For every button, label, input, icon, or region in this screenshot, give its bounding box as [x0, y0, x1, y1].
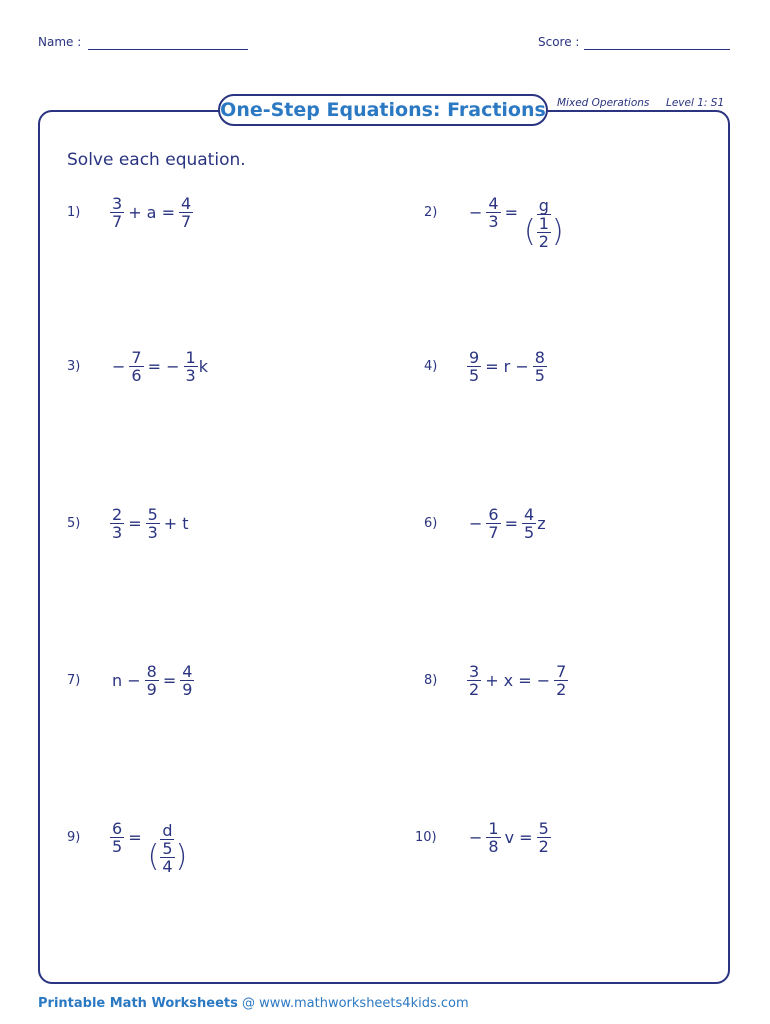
footer: [38, 996, 469, 1011]
numerator: 3: [469, 661, 480, 681]
denominator: 3: [185, 365, 196, 385]
score-label: Score :: [538, 35, 580, 49]
fraction: [522, 506, 536, 541]
numerator: 8: [534, 347, 545, 367]
numerator: 4: [180, 193, 192, 213]
denominator: 8: [488, 836, 499, 856]
operator: −: [112, 356, 126, 376]
problem-1: [67, 192, 194, 232]
fraction: [160, 840, 174, 875]
numerator: 1: [538, 213, 549, 233]
operator: =: [504, 513, 518, 533]
numerator: 5: [162, 838, 173, 858]
denominator: 3: [112, 522, 123, 542]
operator: + x = −: [485, 670, 551, 690]
fraction: [533, 349, 547, 384]
problem-number: 3): [67, 358, 81, 374]
problem-number: 6): [424, 515, 438, 531]
denominator: 7: [488, 522, 499, 542]
left-paren: (: [524, 214, 536, 249]
variable: k: [198, 356, 208, 376]
numerator: d: [162, 820, 173, 840]
fraction: [146, 506, 160, 541]
numerator: 3: [112, 193, 123, 213]
problem-6: [424, 503, 546, 543]
numerator: 4: [182, 661, 193, 681]
denominator: 6: [131, 365, 142, 385]
fraction: [467, 663, 481, 698]
problem-number: 10): [415, 829, 437, 845]
numerator: 1: [488, 818, 499, 838]
numerator: 4: [488, 193, 499, 213]
fraction: [486, 195, 500, 230]
denominator: 4: [162, 856, 173, 876]
operator: =: [162, 670, 177, 690]
fraction: [486, 820, 500, 855]
numerator: g: [538, 195, 549, 215]
problem-8: [424, 660, 569, 700]
numerator: 5: [538, 818, 549, 838]
numerator: 6: [112, 818, 123, 838]
denominator: 9: [182, 679, 193, 699]
denominator: 2: [538, 231, 549, 251]
fraction: [110, 195, 124, 230]
fraction: [146, 822, 190, 875]
worksheet-level: Level 1: S1: [666, 97, 725, 109]
numerator: 2: [112, 504, 123, 524]
equation: [466, 175, 567, 250]
fraction: [110, 506, 124, 541]
problem-4: [424, 346, 548, 386]
fraction: [537, 820, 551, 855]
problem-number: 9): [67, 829, 81, 845]
problem-number: 8): [424, 672, 438, 688]
equation: [466, 506, 546, 541]
problem-number: 4): [424, 358, 438, 374]
problem-10: [415, 817, 552, 857]
numerator: 9: [469, 347, 480, 367]
parenthesized-denominator: [146, 840, 190, 875]
numerator: 7: [131, 347, 142, 367]
denominator: 5: [469, 365, 480, 385]
equation: [109, 506, 192, 541]
equation: [109, 195, 194, 230]
fraction: [554, 663, 568, 698]
numerator: 8: [146, 661, 157, 681]
fraction: [129, 349, 143, 384]
worksheet-title: One-Step Equations: Fractions: [218, 94, 548, 126]
numerator: 5: [147, 504, 158, 524]
equation: [109, 663, 195, 698]
fraction: [522, 197, 566, 250]
operator: =: [504, 202, 518, 222]
right-paren: ): [551, 214, 564, 249]
operator: =: [128, 827, 142, 847]
equation: [466, 820, 552, 855]
problem-number: 7): [67, 672, 81, 688]
denominator: 5: [112, 836, 123, 856]
denominator: 2: [556, 679, 567, 699]
fraction: [537, 215, 551, 250]
problem-5: [67, 503, 192, 543]
problem-number: 1): [67, 204, 81, 220]
left-paren: (: [147, 839, 160, 874]
denominator: 5: [524, 522, 535, 542]
operator: =: [128, 513, 142, 533]
fraction: [184, 349, 198, 384]
operator: v =: [504, 827, 533, 847]
equation: [109, 800, 190, 875]
equation: [109, 349, 208, 384]
equation: [466, 663, 569, 698]
variable: z: [537, 513, 546, 533]
denominator: 2: [538, 836, 549, 856]
name-label: Name :: [38, 35, 82, 49]
operator: + a =: [128, 202, 175, 222]
denominator: 7: [112, 211, 123, 231]
operator: = −: [147, 356, 180, 376]
numerator: 1: [185, 347, 196, 367]
operator: n −: [112, 670, 141, 690]
fraction: [145, 663, 159, 698]
problem-9: [67, 817, 190, 876]
denominator: 9: [146, 679, 157, 699]
problem-number: 5): [67, 515, 81, 531]
operator: + t: [163, 513, 189, 533]
fraction: [180, 663, 194, 698]
worksheet-category: Mixed Operations: [557, 97, 650, 109]
name-line[interactable]: [88, 49, 248, 50]
fraction: [110, 820, 124, 855]
denominator: 3: [147, 522, 158, 542]
parenthesized-denominator: [522, 215, 566, 250]
problem-number: 2): [424, 204, 438, 220]
fraction: [467, 349, 481, 384]
operator: −: [469, 202, 483, 222]
instructions: Solve each equation.: [67, 150, 246, 170]
footer-url[interactable]: @ www.mathworksheets4kids.com: [242, 996, 469, 1011]
score-line[interactable]: [584, 49, 730, 50]
numerator: 7: [556, 661, 567, 681]
footer-brand: Printable Math Worksheets: [38, 996, 238, 1011]
fraction: [179, 195, 193, 230]
fraction: [486, 506, 500, 541]
numerator: 4: [524, 504, 535, 524]
problem-2: [424, 192, 567, 251]
problem-3: [67, 346, 208, 386]
right-paren: ): [175, 839, 188, 874]
denominator: 5: [534, 365, 545, 385]
operator: −: [469, 827, 483, 847]
problem-7: [67, 660, 195, 700]
numerator: 6: [488, 504, 499, 524]
operator: = r −: [485, 356, 529, 376]
equation: [466, 349, 548, 384]
denominator: 7: [180, 211, 192, 231]
denominator: 2: [469, 679, 480, 699]
operator: −: [469, 513, 483, 533]
denominator: 3: [488, 211, 499, 231]
